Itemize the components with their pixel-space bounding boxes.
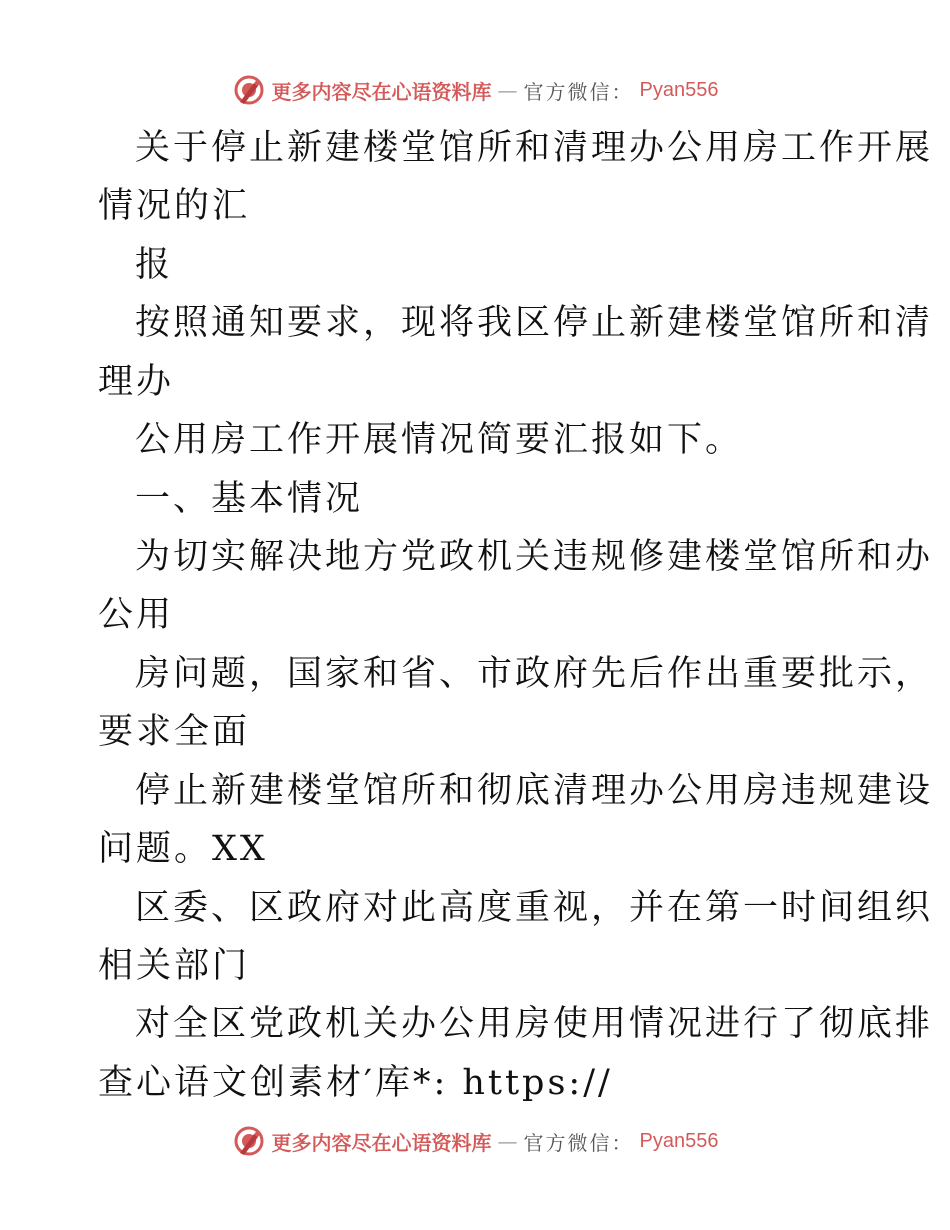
banner-site-text: 更多内容尽在心语资料库 — [271, 1130, 492, 1155]
doc-line: 情况的汇 — [98, 186, 251, 226]
section-heading: 一、基本情况 — [135, 479, 364, 519]
banner-wechat-label: 官方微信： — [523, 1130, 634, 1155]
footer-banner — [0, 1119, 950, 1163]
doc-line: 区委、区政府对此高度重视，并在第一时间组织 — [135, 888, 934, 928]
banner-dash: — — [497, 1129, 518, 1153]
banner-dash: — — [497, 78, 518, 102]
pen-logo-icon — [232, 1124, 266, 1158]
doc-line: 查心语文创素材′库*: https:// — [98, 1063, 613, 1103]
pen-logo-icon — [232, 73, 266, 107]
doc-line: 对全区党政机关办公用房使用情况进行了彻底排 — [135, 1004, 934, 1044]
doc-line: 报 — [135, 245, 174, 285]
doc-line: 公用 — [98, 595, 175, 635]
doc-line: 要求全面 — [98, 712, 251, 752]
header-banner — [0, 68, 950, 112]
banner-wechat-label: 官方微信： — [523, 79, 634, 104]
banner-wechat-id: Pyan556 — [639, 78, 719, 101]
doc-line: 关于停止新建楼堂馆所和清理办公用房工作开展 — [135, 128, 934, 168]
banner-wechat-id: Pyan556 — [639, 1129, 719, 1152]
doc-line: 房问题，国家和省、市政府先后作出重要批示， — [135, 654, 934, 694]
doc-line: 停止新建楼堂馆所和彻底清理办公用房违规建设 — [135, 771, 934, 811]
doc-line: 为切实解决地方党政机关违规修建楼堂馆所和办 — [135, 537, 934, 577]
doc-line: 公用房工作开展情况简要汇报如下。 — [135, 420, 744, 460]
doc-line: 相关部门 — [98, 946, 251, 986]
doc-line: 理办 — [98, 362, 175, 402]
doc-line: 问题。XX — [98, 829, 268, 869]
doc-line: 按照通知要求，现将我区停止新建楼堂馆所和清 — [135, 303, 934, 343]
banner-site-text: 更多内容尽在心语资料库 — [271, 79, 492, 104]
